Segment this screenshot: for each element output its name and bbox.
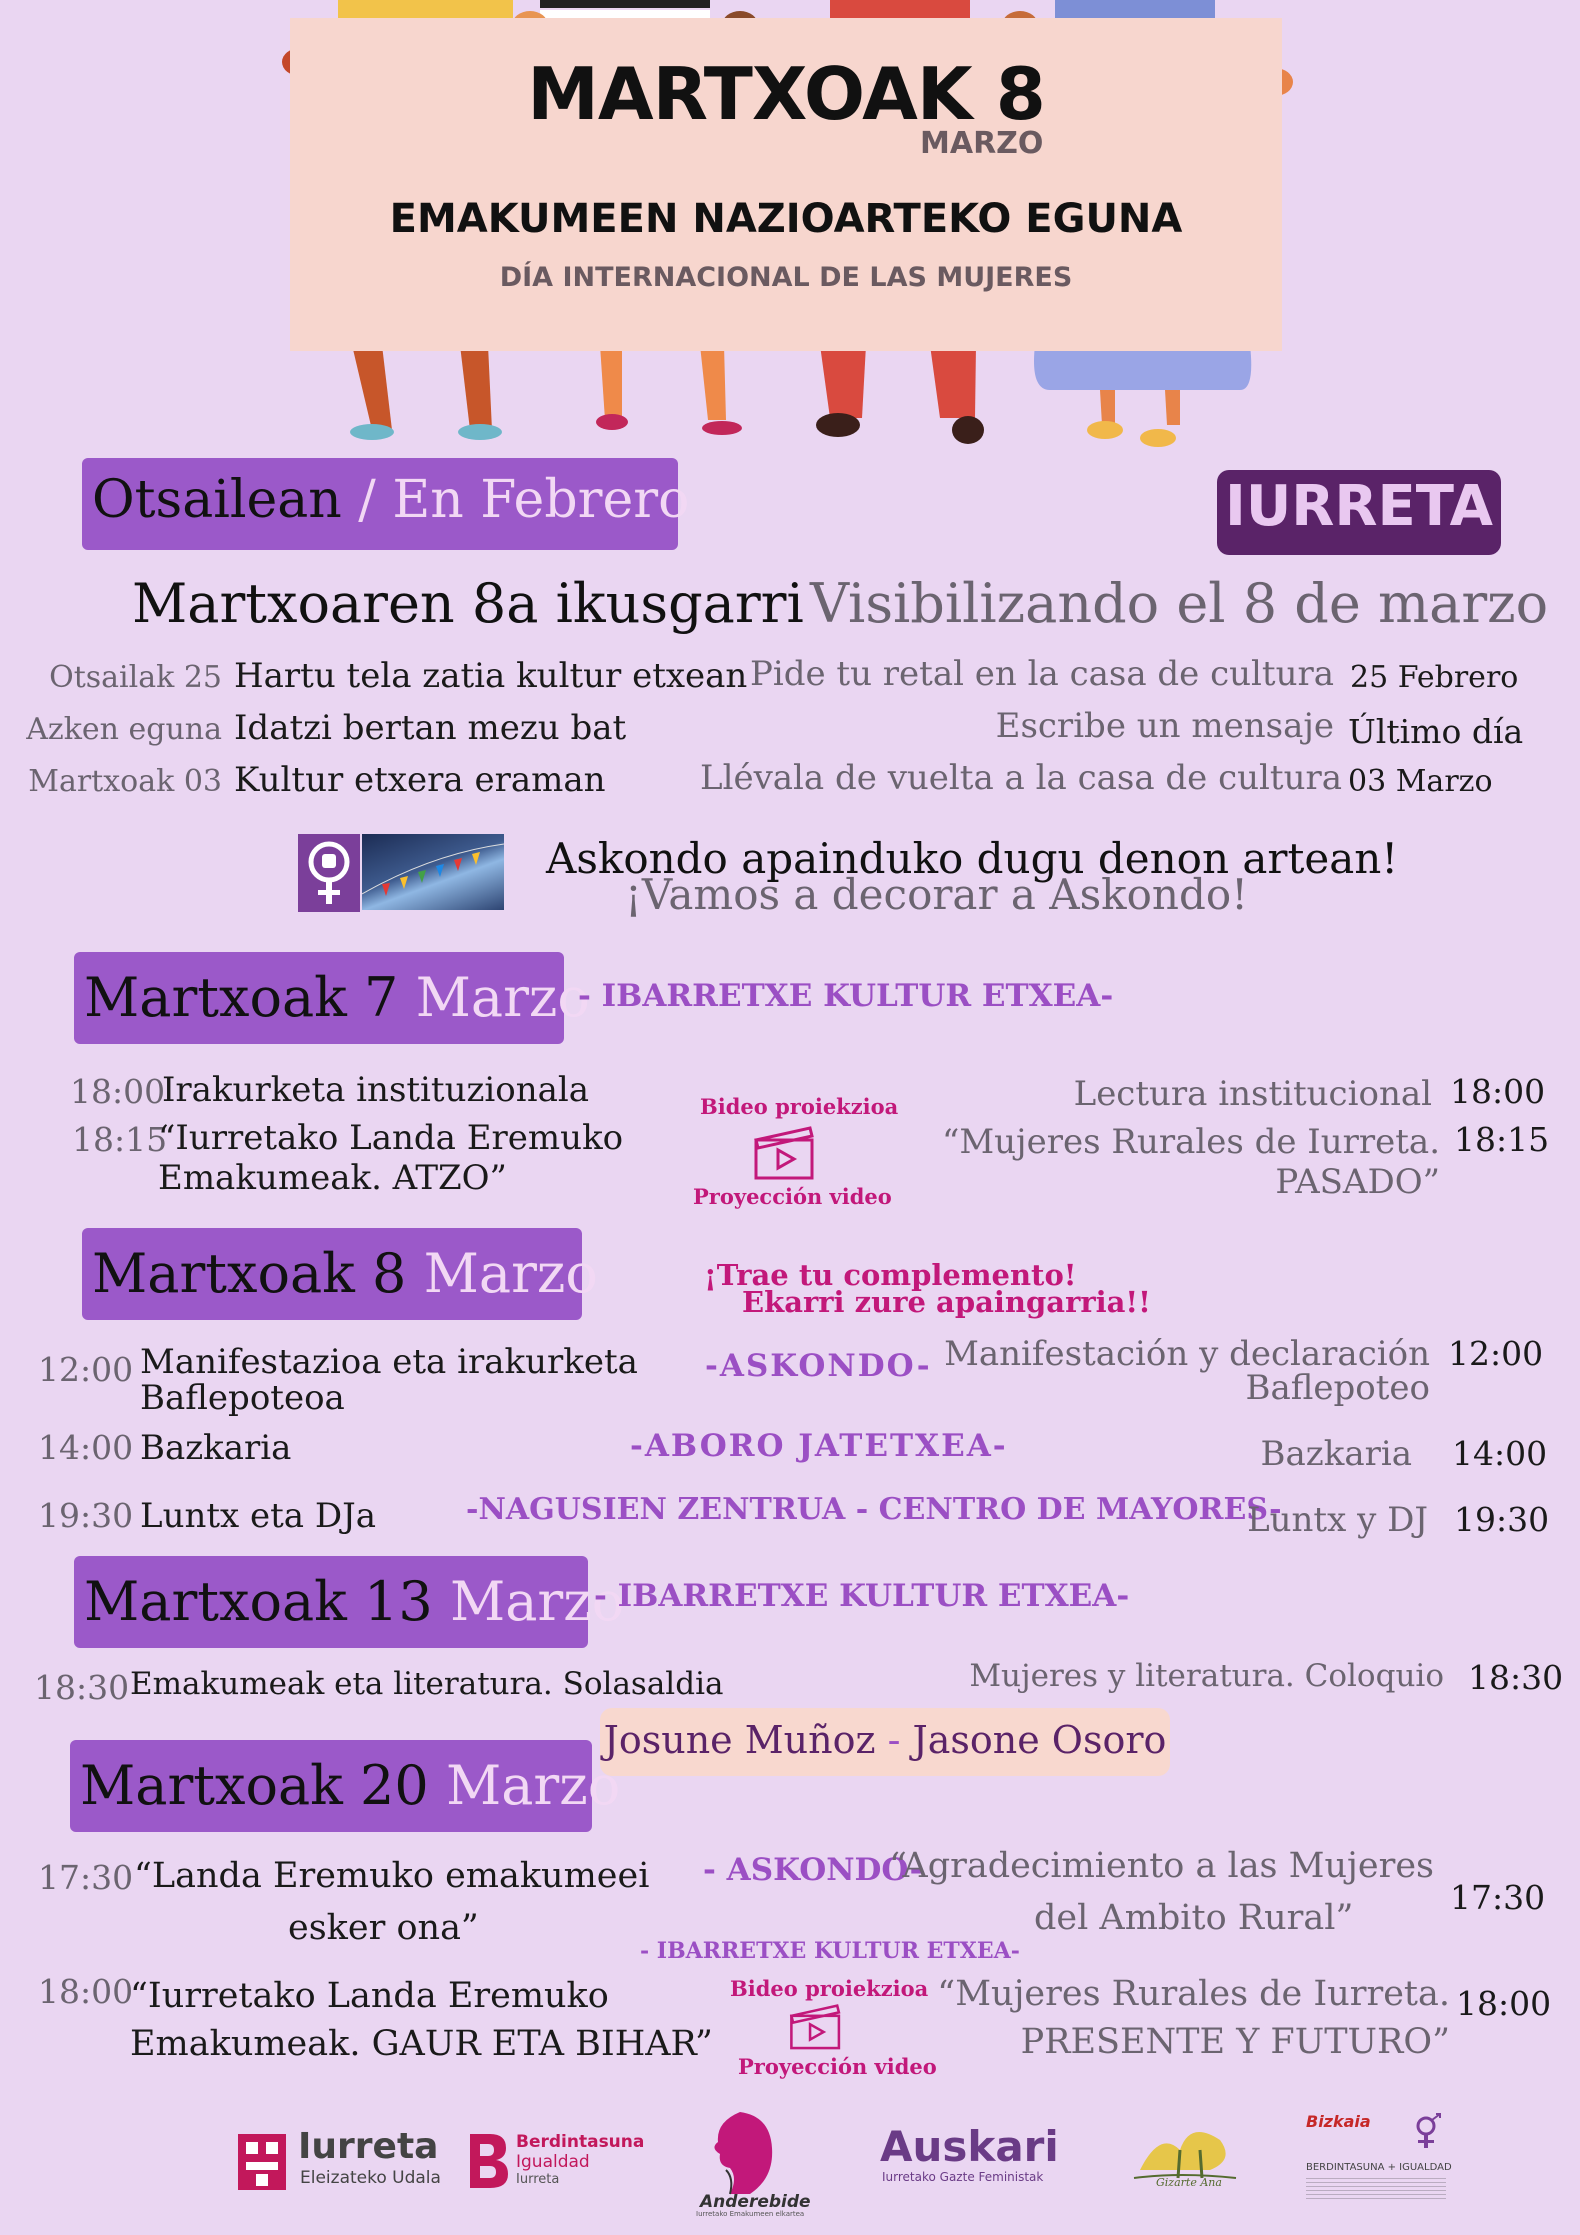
gizarte-logo: [1120, 2120, 1260, 2200]
mar8-venue-3: -NAGUSIEN ZENTRUA - CENTRO DE MAYORES-: [466, 1492, 1282, 1527]
bizkaia-fine-print: [1306, 2178, 1446, 2200]
feb-date-es-3: 03 Marzo: [1348, 764, 1493, 799]
feb-text-eu-1: Hartu tela zatia kultur etxean: [234, 656, 748, 696]
mar20-es-2b: PRESENTE Y FUTURO”: [1020, 2022, 1450, 2062]
mar20-venue-1: - ASKONDO-: [703, 1852, 923, 1888]
feb-heading-eu: Martxoaren 8a ikusgarri: [132, 572, 804, 635]
anderebide-logo-sub: Iurretako Emakumeen elkartea: [696, 2210, 805, 2218]
guest-sep: -: [875, 1718, 913, 1762]
feb-heading-es: Visibilizando el 8 de marzo: [810, 572, 1549, 635]
event-name-eu: EMAKUMEEN NAZIOARTEKO EGUNA: [389, 196, 1183, 242]
mar8-eu-1a: Manifestazioa eta irakurketa: [140, 1342, 638, 1382]
town-name: IURRETA: [1225, 474, 1493, 539]
mar20-eu-2a: “Iurretako Landa Eremuko: [130, 1976, 609, 2016]
decorate-eu: Askondo apainduko dugu denon artean!: [546, 834, 1399, 883]
berdintasuna-logo-c: Iurreta: [516, 2172, 560, 2187]
feb-text-es-1: Pide tu retal en la casa de cultura: [749, 654, 1334, 694]
guest-speakers: [600, 1718, 1170, 1762]
mar7-es-1: Lectura institucional: [1073, 1074, 1432, 1114]
berdintasuna-logo: [466, 2130, 645, 2194]
mar20-video-es: Proyección video: [738, 2054, 937, 2079]
pill-label-es: En Febrero: [392, 470, 690, 530]
berdintasuna-b-icon: [466, 2132, 510, 2190]
mar20-time-r1: 17:30: [1450, 1878, 1546, 1917]
feb-date-es-2: Último día: [1348, 712, 1524, 751]
section-pill-march-20: [70, 1740, 621, 1832]
mar20-time-1: 17:30: [38, 1858, 134, 1897]
bizkaia-logo-name: Bizkaia: [1306, 2112, 1371, 2131]
mar13-venue: - IBARRETXE KULTUR ETXEA-: [594, 1578, 1130, 1614]
feb-date-eu-1: Otsailak 25: [49, 660, 222, 695]
section-pill-march-13: [74, 1556, 625, 1648]
guest-2: Jasone Osoro: [912, 1718, 1167, 1762]
mar7-eu-2b: Emakumeak. ATZO”: [158, 1158, 507, 1198]
pill-label-es: Marzo: [449, 1570, 625, 1633]
berdintasuna-logo-a: Berdintasuna: [516, 2132, 645, 2152]
mar8-time-r1: 12:00: [1448, 1334, 1544, 1373]
gizarte-logo-name: Gizarte Ana: [1156, 2176, 1222, 2189]
auskari-logo-name: Auskari: [880, 2122, 1059, 2171]
feb-text-eu-3: Kultur etxera eraman: [234, 760, 606, 800]
page-title: MARTXOAK 8: [527, 52, 1045, 136]
page-subtitle: MARZO: [920, 126, 1044, 161]
section-pill-march-8: [82, 1228, 598, 1320]
pill-label-es: Marzo: [445, 1754, 621, 1817]
mar8-venue-1: -ASKONDO-: [705, 1348, 932, 1384]
mar7-time-r1: 18:00: [1450, 1072, 1546, 1111]
mar20-eu-1a: “Landa Eremuko emakumeei: [134, 1856, 650, 1896]
mar8-time-r3: 19:30: [1454, 1500, 1550, 1539]
mar20-es-1b: del Ambito Rural”: [1034, 1898, 1354, 1938]
feb-text-es-3: Llévala de vuelta a la casa de cultura: [700, 758, 1342, 798]
berdintasuna-logo-b: Igualdad: [516, 2152, 590, 2172]
feb-date-eu-3: Martxoak 03: [28, 764, 222, 799]
mar13-time-r1: 18:30: [1468, 1658, 1564, 1697]
iurreta-crest-icon: [236, 2132, 288, 2192]
auskari-logo: [880, 2122, 1080, 2190]
mar13-time-1: 18:30: [34, 1668, 130, 1707]
anderebide-logo: [690, 2108, 810, 2220]
feb-text-es-2: Escribe un mensaje: [995, 706, 1334, 746]
pill-label-eu: Martxoak 13: [84, 1570, 433, 1633]
pill-label-eu: Otsailean: [92, 470, 342, 530]
mar20-venue-2: - IBARRETXE KULTUR ETXEA-: [640, 1938, 1020, 1964]
mar7-time-2: 18:15: [72, 1120, 168, 1159]
anderebide-logo-name: Anderebide: [700, 2192, 811, 2212]
mar20-es-1a: “Agradecimiento a las Mujeres: [889, 1846, 1434, 1886]
pill-label-eu: Martxoak 20: [80, 1754, 429, 1817]
feminist-symbol-icon: [298, 834, 360, 912]
mar20-eu-1b: esker ona”: [288, 1908, 479, 1948]
mar7-time-1: 18:00: [70, 1072, 166, 1111]
section-pill-february: [82, 458, 690, 550]
mar7-venue: - IBARRETXE KULTUR ETXEA-: [578, 978, 1114, 1014]
mar8-es-1b: Baflepoteo: [1245, 1368, 1430, 1408]
decorate-es: ¡Vamos a decorar a Askondo!: [625, 870, 1249, 919]
mar8-eu-3: Luntx eta DJa: [140, 1496, 377, 1536]
mar8-time-r2: 14:00: [1452, 1434, 1548, 1473]
mar8-note-es: ¡Trae tu complemento!: [704, 1258, 1077, 1292]
feb-text-eu-2: Idatzi bertan mezu bat: [234, 708, 627, 748]
mar7-es-2b: PASADO”: [1275, 1162, 1440, 1202]
mar8-es-2: Bazkaria: [1260, 1434, 1412, 1474]
bizkaia-logo-sub: BERDINTASUNA + IGUALDAD: [1306, 2162, 1452, 2173]
iurreta-logo: [236, 2126, 441, 2194]
mar20-time-2: 18:00: [38, 1972, 134, 2011]
pill-label-eu: Martxoak 8: [92, 1242, 407, 1305]
pill-label-es: Marzo: [423, 1242, 598, 1305]
mar8-time-2: 14:00: [38, 1428, 134, 1467]
mar8-eu-1b: Baflepoteoa: [140, 1378, 345, 1418]
section-pill-march-7: [74, 952, 590, 1044]
pill-sep: /: [341, 470, 393, 530]
woman-profile-icon: [700, 2108, 780, 2198]
mar8-venue-2: -ABORO JATETXEA-: [630, 1428, 1008, 1464]
guest-1: Josune Muñoz: [603, 1718, 876, 1762]
mar7-eu-2a: “Iurretako Landa Eremuko: [158, 1118, 624, 1158]
mar20-es-2a: “Mujeres Rurales de Iurreta.: [937, 1974, 1450, 2014]
gender-symbol-icon: [1412, 2112, 1444, 2152]
tree-icon: [1130, 2120, 1240, 2182]
mar20-eu-2b: Emakumeak. GAUR ETA BIHAR”: [130, 2024, 713, 2064]
pill-label-eu: Martxoak 7: [84, 966, 399, 1029]
event-name-es: DÍA INTERNACIONAL DE LAS MUJERES: [499, 262, 1073, 293]
flags-photo: [362, 834, 504, 910]
mar7-video-es: Proyección video: [693, 1184, 892, 1209]
mar7-es-2a: “Mujeres Rurales de Iurreta.: [941, 1122, 1440, 1162]
mar7-video-eu: Bideo proiekzioa: [700, 1094, 899, 1119]
mar7-eu-1: Irakurketa instituzionala: [162, 1070, 590, 1110]
mar13-eu-1: Emakumeak eta literatura. Solasaldia: [130, 1666, 724, 1702]
mar8-es-3: Luntx y DJ: [1247, 1500, 1428, 1540]
mar20-time-r2: 18:00: [1456, 1984, 1552, 2023]
feb-date-es-1: 25 Febrero: [1350, 660, 1519, 695]
mar13-es-1: Mujeres y literatura. Coloquio: [969, 1658, 1444, 1694]
bizkaia-logo: [1302, 2112, 1452, 2212]
mar8-es-1a: Manifestación y declaración: [944, 1334, 1430, 1374]
iurreta-logo-name: Iurreta: [298, 2126, 439, 2167]
feb-date-eu-2: Azken eguna: [26, 712, 222, 747]
mar8-eu-2: Bazkaria: [140, 1428, 292, 1468]
mar20-video-eu: Bideo proiekzioa: [730, 1976, 929, 2001]
mar8-time-1: 12:00: [38, 1350, 134, 1389]
iurreta-logo-sub: Eleizateko Udala: [300, 2168, 441, 2188]
mar8-time-3: 19:30: [38, 1496, 134, 1535]
pill-label-es: Marzo: [415, 966, 590, 1029]
mar8-note-eu: Ekarri zure apaingarria!!: [742, 1285, 1151, 1319]
mar7-time-r2: 18:15: [1454, 1120, 1550, 1159]
auskari-logo-sub: Iurretako Gazte Feministak: [882, 2170, 1044, 2184]
clapperboard-icon: [788, 2000, 844, 2052]
